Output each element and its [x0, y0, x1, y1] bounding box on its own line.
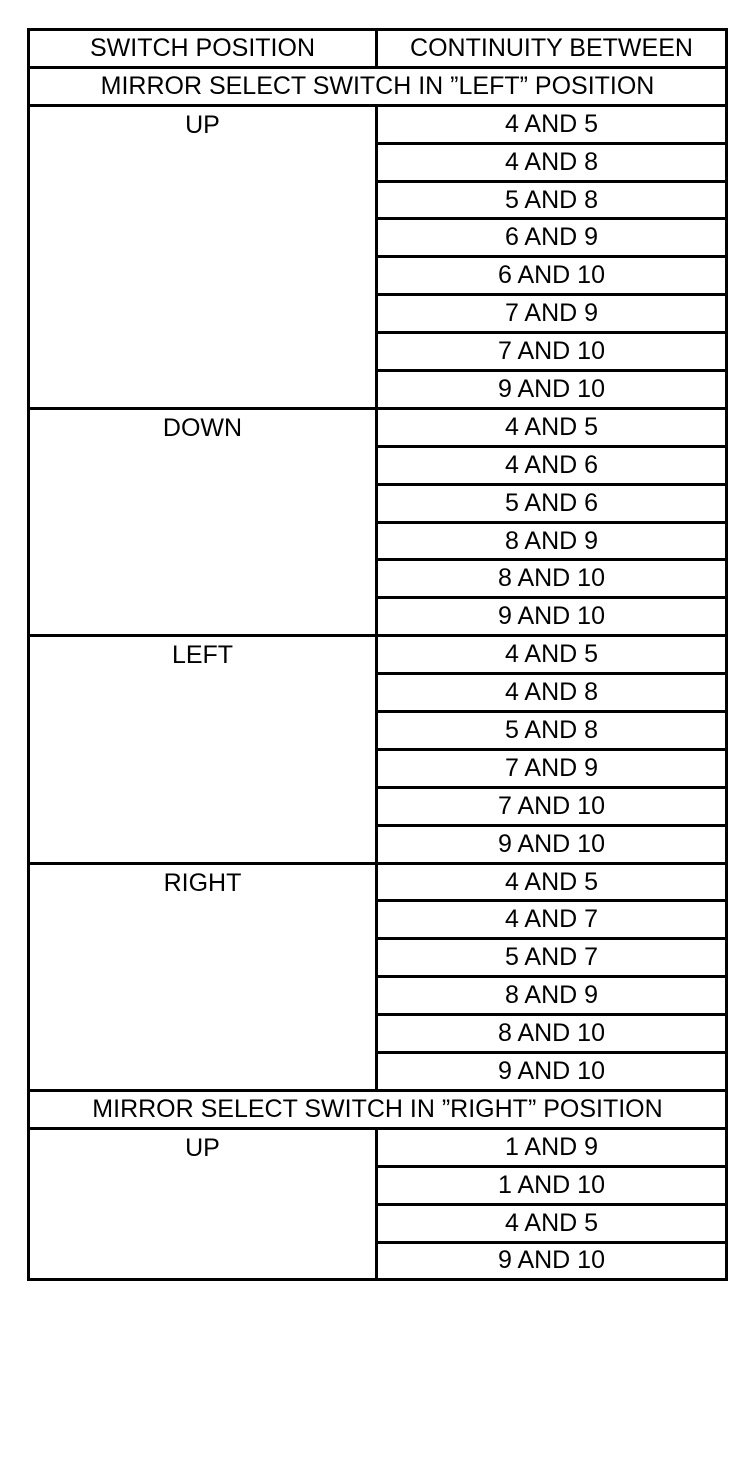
continuity-pair-cell: 7 AND 9	[377, 749, 727, 787]
continuity-pair-cell: 4 AND 6	[377, 446, 727, 484]
switch-position-cell: LEFT	[29, 636, 377, 863]
continuity-pair-cell: 4 AND 8	[377, 674, 727, 712]
continuity-table	[27, 28, 728, 1281]
continuity-pair-cell: 8 AND 10	[377, 1015, 727, 1053]
continuity-pair-cell: 1 AND 9	[377, 1128, 727, 1166]
continuity-pair-cell: 8 AND 10	[377, 560, 727, 598]
table-row	[29, 105, 727, 143]
continuity-pair-cell: 9 AND 10	[377, 598, 727, 636]
table-row	[29, 1128, 727, 1166]
table-row	[29, 408, 727, 446]
continuity-pair-cell: 9 AND 10	[377, 825, 727, 863]
switch-position-cell: UP	[29, 1128, 377, 1280]
continuity-pair-cell: 6 AND 10	[377, 257, 727, 295]
continuity-pair-cell: 5 AND 8	[377, 712, 727, 750]
header-switch-position: SWITCH POSITION	[29, 30, 377, 68]
continuity-pair-cell: 5 AND 7	[377, 939, 727, 977]
continuity-pair-cell: 1 AND 10	[377, 1166, 727, 1204]
continuity-pair-cell: 4 AND 7	[377, 901, 727, 939]
continuity-pair-cell: 4 AND 8	[377, 143, 727, 181]
continuity-pair-cell: 9 AND 10	[377, 1053, 727, 1091]
section-title: MIRROR SELECT SWITCH IN ”RIGHT” POSITION	[29, 1090, 727, 1128]
continuity-pair-cell: 4 AND 5	[377, 1204, 727, 1242]
continuity-pair-cell: 4 AND 5	[377, 105, 727, 143]
continuity-pair-cell: 9 AND 10	[377, 371, 727, 409]
table-row	[29, 636, 727, 674]
header-row	[29, 30, 727, 68]
continuity-pair-cell: 7 AND 10	[377, 333, 727, 371]
continuity-pair-cell: 9 AND 10	[377, 1242, 727, 1280]
continuity-pair-cell: 8 AND 9	[377, 522, 727, 560]
continuity-pair-cell: 4 AND 5	[377, 408, 727, 446]
continuity-pair-cell: 4 AND 5	[377, 863, 727, 901]
continuity-pair-cell: 5 AND 6	[377, 484, 727, 522]
switch-position-cell: UP	[29, 105, 377, 408]
continuity-pair-cell: 8 AND 9	[377, 977, 727, 1015]
section-row	[29, 1090, 727, 1128]
section-row	[29, 67, 727, 105]
switch-position-cell: RIGHT	[29, 863, 377, 1090]
switch-position-cell: DOWN	[29, 408, 377, 635]
table-body	[29, 30, 727, 1280]
header-continuity-between: CONTINUITY BETWEEN	[377, 30, 727, 68]
table-row	[29, 863, 727, 901]
continuity-pair-cell: 7 AND 10	[377, 787, 727, 825]
section-title: MIRROR SELECT SWITCH IN ”LEFT” POSITION	[29, 67, 727, 105]
continuity-pair-cell: 4 AND 5	[377, 636, 727, 674]
continuity-pair-cell: 7 AND 9	[377, 295, 727, 333]
continuity-pair-cell: 6 AND 9	[377, 219, 727, 257]
continuity-pair-cell: 5 AND 8	[377, 181, 727, 219]
